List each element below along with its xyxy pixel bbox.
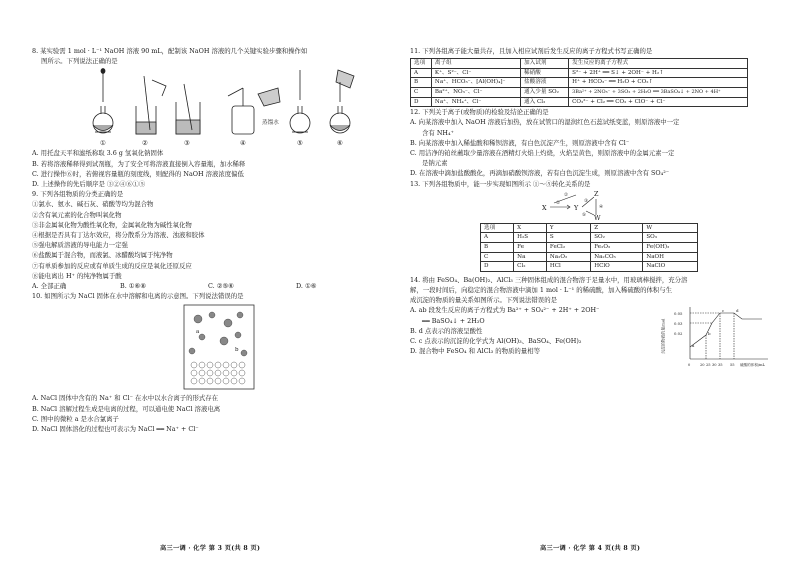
table-cell: HCl [546, 262, 590, 272]
q12-option-a-cont: 含有 NH₄⁺ [422, 128, 454, 137]
q14-option-b: B. d 点表示的溶液呈酸性 [410, 326, 483, 335]
question-11 [410, 46, 770, 107]
table-cell: Fe [514, 242, 547, 252]
beaker-stir-icon [136, 76, 166, 134]
q13-stem: 13. 下列各组物质中，能一步实现如图所示 ①～⑤转化关系的是 [410, 179, 591, 188]
q8-stem-line1: 8. 某实验需 1 mol · L⁻¹ NaOH 溶液 90 mL，配制该 NaOH 溶液的几个关键实验步骤和操作如 [32, 47, 308, 55]
particle-label-a: a [196, 329, 200, 336]
q9-option-c: C. ②⑤⑥ [208, 282, 234, 291]
q14-option-a: A. ab 段发生反应的离子方程式为 Ba²⁺ + SO₄²⁻ + 2H⁺ + 2OH⁻ [410, 306, 600, 315]
q12-option-b: B. 向某溶液中加入稀盐酸和稀钡溶液，有白色沉淀产生，则原溶液中含有 Cl⁻ [410, 138, 630, 147]
table-header: Y [546, 223, 590, 233]
table-cell: 通入少量 SO₂ [521, 87, 569, 97]
q9-item: ⑧能电离出 H⁺ 的纯净物属于酸 [32, 271, 122, 280]
left-page-footer: 高三一调 · 化学 第 3 页(共 8 页) [160, 545, 261, 552]
funnel-flask-icon [290, 70, 310, 133]
scheme-y: Y [574, 203, 579, 212]
volumetric-flask-icon [93, 69, 113, 134]
table-header: 选项 [411, 59, 432, 69]
q10-option-d: D. NaCl 固体溶化的过程也可表示为 NaCl ══ Na⁺ + Cl⁻ [32, 425, 199, 434]
table-cell: S²⁻ + 2H⁺ ══ S↓ + 2OH⁻ + H₂↑ [569, 68, 748, 78]
table-cell: D [481, 262, 514, 272]
q14-option-a-cont: ══ BaSO₄↓ + 2H₂O [422, 316, 485, 325]
q9-item: ④根据是否具有丁达尔效应，将分散系分为溶液、浊液和胶体 [32, 231, 205, 240]
graph-xtick: 20 [700, 362, 705, 367]
question-14 [410, 275, 770, 367]
q9-item: ⑤强电解质溶液的导电能力一定强 [32, 241, 128, 250]
table-cell: SO₃ [643, 233, 698, 243]
scheme-w: W [594, 213, 601, 222]
table-cell: Na⁺、HCO₃⁻、[Al(OH)₄]⁻ [431, 78, 520, 88]
step-label-4: ④ [240, 139, 246, 148]
table-header-row [411, 59, 748, 69]
q9-option-d: D. ①⑥ [296, 282, 317, 291]
table-cell: Ba²⁺、NO₃⁻、Cl⁻ [431, 87, 520, 97]
table-cell: H₂S [514, 233, 547, 243]
scheme-step-2: ② [564, 192, 569, 198]
q10-option-a: A. NaCl 固体中含有的 Na⁺ 和 Cl⁻ 在水中以水合离子的形式存在 [32, 394, 219, 403]
step-label-1: ① [100, 139, 106, 148]
q12-option-d: D. 在溶液中滴加盐酸酸化，再滴加硝酸钡溶液，若有白色沉淀生成，则原溶液中含有 SO₄²⁻ [410, 169, 670, 178]
table-header: X [514, 223, 547, 233]
q14-option-c: C. c 点表示的沉淀的化学式为 Al(OH)₃、BaSO₄、Fe(OH)₂ [410, 336, 582, 345]
table-header: 离子组 [431, 59, 520, 69]
graph-point-c: c [722, 307, 725, 313]
table-row [481, 262, 698, 272]
table-row [411, 97, 748, 107]
step-label-6: ⑥ [337, 139, 343, 148]
q9-item: ⑦有单质参加的反应或有单质生成的反应是氧化还原反应 [32, 261, 192, 270]
table-cell: C [411, 87, 432, 97]
right-page-footer: 高三一调 · 化学 第 4 页(共 8 页) [540, 545, 641, 552]
q10-stem: 10. 如图所示为 NaCl 固体在水中溶解和电离的示意图。下列说法错误的是 [32, 292, 244, 301]
graph-ytick: 0.05 [674, 310, 683, 316]
table-row [411, 78, 748, 88]
wash-bottle-icon [228, 88, 280, 134]
q14-stem-line3: 成沉淀的物质的量关系如图所示。下列说法错误的是 [410, 296, 557, 305]
table-cell: Fe(OH)₃ [643, 242, 698, 252]
q12-option-c-cont: 是钠元素 [422, 159, 448, 168]
q8-option-a: A. 用托盘天平和滤纸称取 3.6 g 氢氧化钠固体 [32, 149, 164, 158]
table-cell: S [546, 233, 590, 243]
table-cell: C [481, 252, 514, 262]
table-cell: B [411, 78, 432, 88]
table-header-row [481, 223, 698, 233]
table-row [411, 68, 748, 78]
table-cell: A [481, 233, 514, 243]
q10-dissolution-figure [32, 301, 392, 393]
q10-option-b: B. NaCl 溶解过程生成是电离的过程，可以通电使 NaCl 溶液电离 [32, 404, 221, 413]
table-cell: SO₂ [591, 233, 643, 243]
q13-table [480, 223, 698, 272]
table-row [481, 252, 698, 262]
q13-scheme [410, 189, 770, 223]
table-cell: 3Ba²⁺ + 2NO₃⁻ + 3SO₂ + 2H₂O ══ 3BaSO₄↓ + 2NO + 4H⁺ [569, 87, 748, 97]
table-cell: 通入 Cl₂ [521, 97, 569, 107]
q9-item: ②含有氧元素的化合物叫氧化物 [32, 210, 122, 219]
table-cell: A [411, 68, 432, 78]
q9-option-b: B. ①⑥⑧ [120, 282, 146, 291]
graph-xtick: 35 [718, 362, 723, 367]
graph-ytick: 0.03 [674, 320, 683, 326]
q8-stem-line2: 图所示。下列说法正确的是 [41, 57, 118, 66]
table-cell: Na⁺、NH₄⁺、Cl⁻ [431, 97, 520, 107]
scheme-x: X [542, 203, 547, 212]
q14-stem-line1: 14. 将由 FeSO₄、Ba(OH)₂、AlCl₃ 三种固体组成的混合物溶于足量水中，用玻璃棒搅拌，充分溶 [410, 275, 688, 284]
question-13 [410, 179, 770, 272]
q8-option-b: B. 若将溶液稀释得到试剂瓶，为了安全可将溶液直接倒入容量瓶，加水稀释 [32, 159, 246, 168]
graph-xtick: 30 [712, 362, 717, 367]
table-header: 选项 [481, 223, 514, 233]
beaker-icon [176, 84, 200, 134]
right-page [410, 46, 770, 367]
table-row [481, 242, 698, 252]
graph-point-b: b [708, 330, 711, 336]
q14-graph [660, 303, 772, 369]
flask-pour-icon [330, 70, 354, 133]
table-cell: K⁺、S²⁻、Cl⁻ [431, 68, 520, 78]
q11-stem: 11. 下列各组离子能大量共存，且加入相应试剂后发生反应的离子方程式书写正确的是 [410, 47, 653, 55]
q12-stem: 12. 下列关于离子(或物质)的检验及结论正确的是 [410, 108, 549, 117]
q8-apparatus-drawing [32, 66, 392, 148]
graph-point-d: d [736, 307, 739, 313]
q13-arrows [410, 189, 770, 223]
table-row [481, 233, 698, 243]
q10-option-c: C. 图中的微粒 a 是水合氯离子 [32, 414, 119, 423]
nacl-dissolution-drawing [32, 301, 392, 393]
table-cell: CO₃²⁻ + Cl₂ ══ CO₂ + ClO⁻ + Cl⁻ [569, 97, 748, 107]
table-cell: Na₂O₂ [546, 252, 590, 262]
table-cell: HClO [591, 262, 643, 272]
question-12 [410, 107, 770, 178]
graph-point-a: a [692, 342, 695, 348]
q12-option-a: A. 向某溶液中加入 NaOH 溶液后加热，放在试管口的湿润红色石蕊试纸变蓝，则原溶液中一定 [410, 118, 680, 127]
graph-ytick: 0.02 [674, 330, 683, 336]
question-8 [32, 46, 392, 189]
table-cell: Fe₂O₃ [591, 242, 643, 252]
q8-option-d: D. 上述操作的先后顺序是 ③②④⑥①⑤ [32, 180, 146, 189]
q9-stem: 9. 下列各组物质的分类正确的是 [32, 190, 124, 199]
particle-label-b: b [235, 347, 239, 354]
table-cell: D [411, 97, 432, 107]
question-10 [32, 291, 392, 434]
q11-table [410, 58, 748, 107]
q14-stem-line2: 解，一段时间后，向稳定的混合物溶液中滴加 1 mol · L⁻¹ 的稀硫酸，加入稀硫酸的体积与生 [410, 285, 673, 294]
q9-option-a: A. 全部正确 [32, 282, 67, 291]
step-label-5: ⑤ [297, 139, 303, 148]
scheme-step-3: ③ [584, 198, 589, 204]
table-cell: Na [514, 252, 547, 262]
left-page [32, 46, 392, 434]
table-cell: FeCl₂ [546, 242, 590, 252]
table-cell: Na₂CO₃ [591, 252, 643, 262]
q12-option-c: C. 用洁净的铂丝蘸取少量溶液在酒精灯火焰上灼烧，火焰呈黄色，则原溶液中的金属元素一定 [410, 148, 675, 157]
q9-item: ③非金属氧化物为酸性氧化物，金属氧化物为碱性氧化物 [32, 220, 192, 229]
scheme-step-1: ① [556, 200, 561, 206]
table-header: W [643, 223, 698, 233]
question-9 [32, 189, 392, 291]
table-cell: H⁺ + HCO₃⁻ ══ H₂O + CO₂↑ [569, 78, 748, 88]
scheme-step-5: ⑤ [582, 212, 587, 218]
graph-xtick: 0 [688, 362, 691, 367]
table-cell: B [481, 242, 514, 252]
table-header: Z [591, 223, 643, 233]
table-cell: NaClO [643, 262, 698, 272]
table-cell: NaOH [643, 252, 698, 262]
q9-item: ⑥盐酸属于混合物，而液氯、冰醋酸均属于纯净物 [32, 251, 173, 260]
step-label-2: ② [142, 139, 148, 148]
table-header: 加入试剂 [521, 59, 569, 69]
graph-y-axis-label: 沉淀的物质的量/mol [660, 318, 666, 354]
q8-option-c: C. 进行操作⑥时，若俯视容量瓶的刻度线，则配得的 NaOH 溶液浓度偏低 [32, 169, 244, 178]
graph-xtick: 55 [730, 362, 735, 367]
table-cell: 盐酸溶液 [521, 78, 569, 88]
q8-apparatus-figure [32, 66, 392, 148]
q14-option-d: D. 混合物中 FeSO₄ 和 AlCl₃ 的物质的量相等 [410, 347, 540, 356]
graph-x-axis-label: 硫酸的体积/mL [740, 362, 765, 367]
scheme-z: Z [594, 189, 599, 198]
q9-item: ①氯水、氨水、碱石灰、硝酸等均为混合物 [32, 200, 154, 209]
step-label-3: ③ [184, 139, 190, 148]
graph-xtick: 25 [706, 362, 711, 367]
table-row [411, 87, 748, 97]
table-cell: Cl₂ [514, 262, 547, 272]
table-cell: 稀硝酸 [521, 68, 569, 78]
distilled-water-label: 蒸馏水 [262, 120, 279, 127]
table-header: 发生反应的离子方程式 [569, 59, 748, 69]
scheme-step-4: ④ [599, 204, 604, 210]
